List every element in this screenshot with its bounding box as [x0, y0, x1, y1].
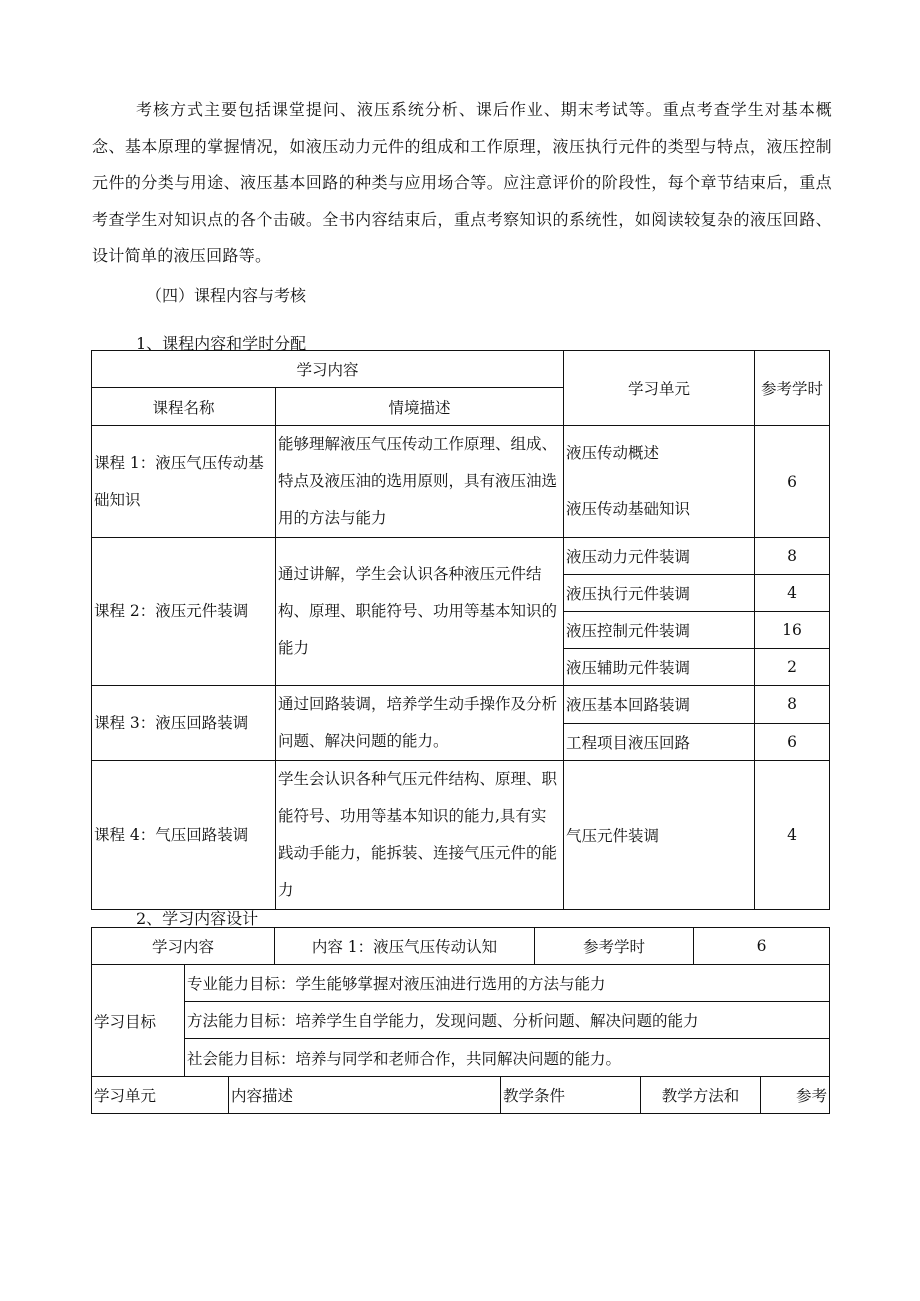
unit-line: 液压传动基础知识 — [566, 500, 691, 518]
unit-design-table — [91, 1076, 830, 1114]
intro-paragraph: 考核方式主要包括课堂提问、液压系统分析、课后作业、期末考试等。重点考查学生对基本概念、基本原理的掌握情况，如液压动力元件的组成和工作原理，液压执行元件的类型与特点，液压控制元件的分类与用途、液压基本回路的种类与应用场合等。应注意评价的阶段性，每个章节结束后，重点考查学生对知识点的各个击破。全书内容结束后，重点考察知识的系统性，如阅读较复杂的液压回路、设计简单的液压回路等。 — [92, 100, 832, 265]
sub1-heading: 1、课程内容和学时分配 — [136, 334, 307, 353]
ref-hours: 2 — [755, 649, 830, 686]
section-heading: （四）课程内容与考核 — [146, 286, 307, 305]
ref-hours: 8 — [755, 686, 830, 724]
goal-method: 方法能力目标：培养学生自学能力，发现问题、分析问题、解决问题的能力 — [185, 1002, 830, 1039]
header-learning-unit: 学习单元 — [564, 351, 755, 426]
learning-unit — [564, 426, 755, 538]
header-ref-hours: 参考学时 — [755, 351, 830, 426]
header-learning-unit: 学习单元 — [92, 1077, 229, 1114]
learning-unit: 液压执行元件装调 — [564, 575, 755, 612]
content-design-table — [91, 927, 830, 1077]
header-scenario: 情境描述 — [276, 388, 564, 426]
learning-unit: 液压动力元件装调 — [564, 538, 755, 575]
header-reference: 参考 — [761, 1077, 830, 1114]
ref-hours: 4 — [755, 761, 830, 910]
sub2-heading: 2、学习内容设计 — [136, 909, 259, 928]
course-description: 通过回路装调，培养学生动手操作及分析问题、解决问题的能力。 — [276, 686, 564, 761]
header-content-desc: 内容描述 — [229, 1077, 501, 1114]
goal-professional: 专业能力目标：学生能够掌握对液压油进行选用的方法与能力 — [185, 965, 830, 1002]
ref-hours: 6 — [755, 723, 830, 761]
course-name: 课程 1：液压气压传动基础知识 — [92, 426, 276, 538]
goal-social: 社会能力目标：培养与同学和老师合作，共同解决问题的能力。 — [185, 1039, 830, 1077]
header-teaching-conditions: 教学条件 — [501, 1077, 641, 1114]
label-ref-hours: 参考学时 — [535, 928, 694, 965]
course-description: 能够理解液压气压传动工作原理、组成、特点及液压油的选用原则，具有液压油选用的方法与能力 — [276, 426, 564, 538]
header-learning-content: 学习内容 — [92, 351, 564, 388]
ref-hours-value: 6 — [694, 928, 830, 965]
course-name: 课程 2：液压元件装调 — [92, 538, 276, 686]
course-description: 学生会认识各种气压元件结构、原理、职能符号、功用等基本知识的能力,具有实践动手能力，能拆装、连接气压元件的能力 — [276, 761, 564, 910]
learning-unit: 气压元件装调 — [564, 761, 755, 910]
ref-hours: 4 — [755, 575, 830, 612]
learning-unit: 工程项目液压回路 — [564, 723, 755, 761]
course-name: 课程 3：液压回路装调 — [92, 686, 276, 761]
label-learning-goals: 学习目标 — [92, 965, 185, 1077]
ref-hours: 8 — [755, 538, 830, 575]
unit-line: 液压传动概述 — [566, 444, 660, 462]
content-title: 内容 1：液压气压传动认知 — [275, 928, 535, 965]
header-teaching-methods: 教学方法和 — [641, 1077, 761, 1114]
label-learning-content: 学习内容 — [92, 928, 275, 965]
course-description: 通过讲解，学生会认识各种液压元件结构、原理、职能符号、功用等基本知识的能力 — [276, 538, 564, 686]
header-course-name: 课程名称 — [92, 388, 276, 426]
learning-unit: 液压控制元件装调 — [564, 612, 755, 649]
learning-unit: 液压辅助元件装调 — [564, 649, 755, 686]
course-hours-table — [91, 350, 830, 910]
ref-hours: 16 — [755, 612, 830, 649]
course-name: 课程 4：气压回路装调 — [92, 761, 276, 910]
learning-unit: 液压基本回路装调 — [564, 686, 755, 724]
ref-hours: 6 — [755, 426, 830, 538]
